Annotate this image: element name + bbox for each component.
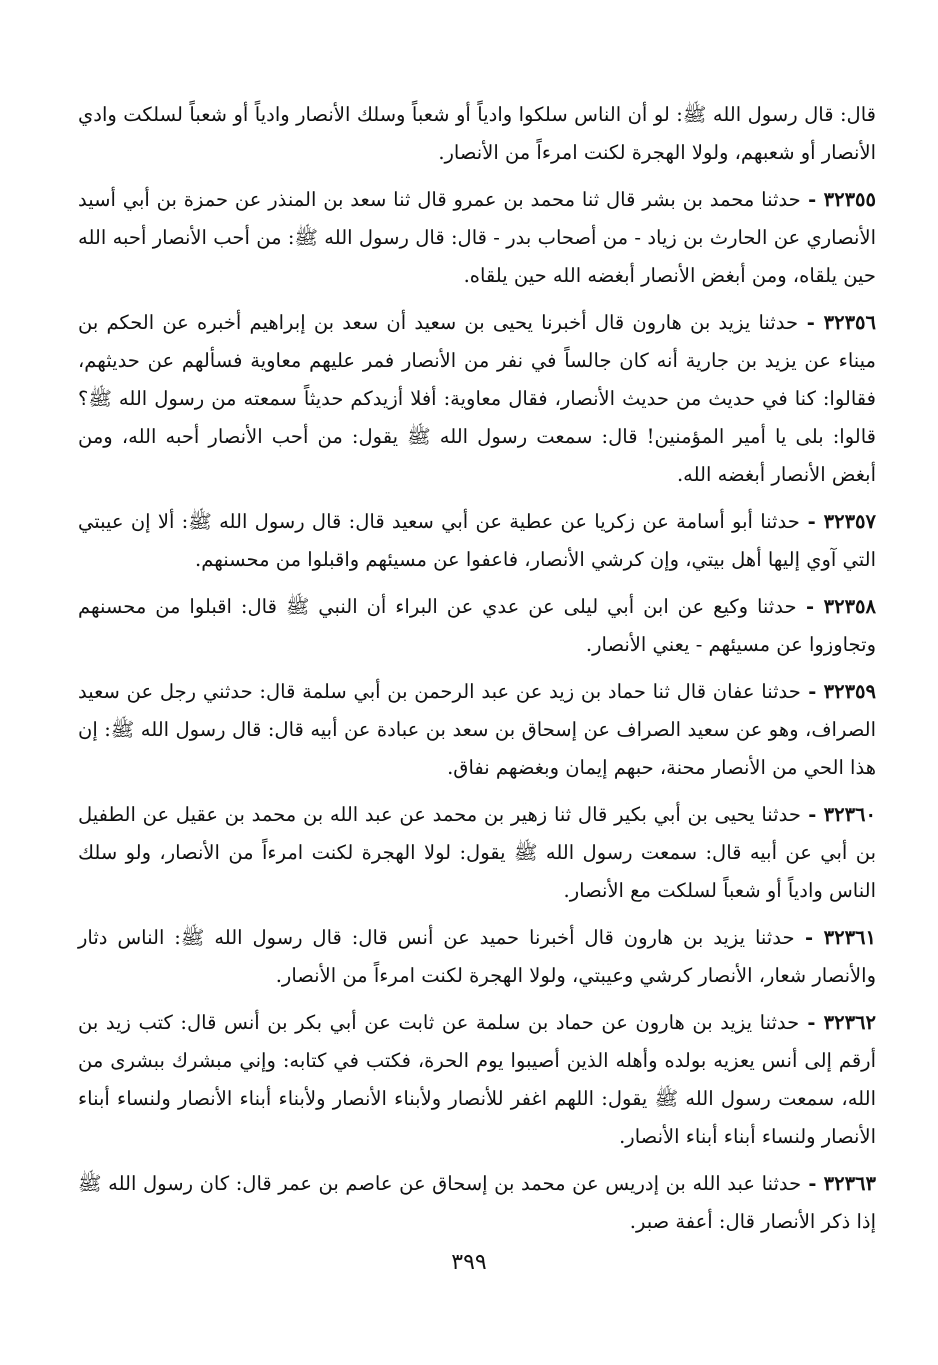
hadith-text: قال: قال رسول الله ﷺ: لو أن الناس سلكوا وادياً أو شعباً وسلك الأنصار وادياً أو شعباً لسلكت وادي الأنصار أو شعبهم، ولولا الهجرة لكنت امرءاً من الأنصار. (78, 103, 876, 164)
hadith-number: ٣٢٣٦٣ - (801, 1172, 877, 1195)
hadith-number: ٣٢٣٥٩ - (800, 680, 877, 703)
hadith-paragraph (78, 1004, 876, 1156)
hadith-text: حدثنا يزيد بن هارون قال أخبرنا يحيى بن سعيد أن سعد بن إبراهيم أخبره عن الحكم بن ميناء عن يزيد بن جارية أنه كان جالساً في نفر من الأنصار فمر عليهم معاوية فسألهم عن حديثهم، فقالوا: كنا في حديث من حديث الأنصار، فقال معاوية: أفلا أزيدكم حديثاً سمعته من رسول الله ﷺ؟ قالوا: بلى يا أمير المؤمنين! قال: سمعت رسول الله ﷺ يقول: من أحب الأنصار أحبه الله، ومن أبغض الأنصار أبغضه الله. (78, 311, 876, 486)
hadith-text: حدثنا أبو أسامة عن زكريا عن عطية عن أبي سعيد قال: قال رسول الله ﷺ: ألا إن عيبتي التي آوي إليها أهل بيتي، وإن كرشي الأنصار، فاعفوا عن مسيئهم واقبلوا من محسنهم. (78, 510, 876, 571)
hadith-paragraph (78, 588, 876, 664)
hadith-number: ٣٢٣٦٠ - (800, 803, 876, 826)
hadith-number: ٣٢٣٥٨ - (796, 595, 877, 618)
hadith-text: حدثنا عفان قال ثنا حماد بن زيد عن عبد الرحمن بن أبي سلمة قال: حدثني رجل عن سعيد الصراف، وهو عن سعيد الصراف عن إسحاق بن سعد بن عبادة عن أبيه قال: قال رسول الله ﷺ: إن هذا الحي من الأنصار محنة، حبهم إيمان وبغضهم نفاق. (78, 680, 876, 779)
page-body (78, 96, 876, 1250)
hadith-text: حدثنا محمد بن بشر قال ثنا محمد بن عمرو قال ثنا سعد بن المنذر عن حمزة بن أبي أسيد الأنصاري عن الحارث بن زياد - من أصحاب بدر - قال: قال رسول الله ﷺ: من أحب الأنصار أحبه الله حين يلقاه، ومن أبغض الأنصار أبغضه الله حين يلقاه. (78, 188, 876, 287)
page-number: ٣٩٩ (451, 1250, 487, 1275)
hadith-paragraph (78, 96, 876, 172)
hadith-paragraph (78, 1165, 876, 1241)
hadith-number: ٣٢٣٦٢ - (799, 1011, 876, 1034)
hadith-text: حدثنا وكيع عن ابن أبي ليلى عن عدي عن البراء أن النبي ﷺ قال: اقبلوا من محسنهم وتجاوزوا عن مسيئهم - يعني الأنصار. (78, 595, 876, 656)
hadith-paragraph (78, 796, 876, 910)
hadith-paragraph (78, 304, 876, 494)
hadith-text: حدثنا يزيد بن هارون قال أخبرنا حميد عن أنس قال: قال رسول الله ﷺ: الناس دثار والأنصار شعار، الأنصار كرشي وعيبتي، ولولا الهجرة لكنت امرءاً من الأنصار. (78, 926, 876, 987)
hadith-paragraph (78, 503, 876, 579)
hadith-text: حدثنا يحيى بن أبي بكير قال ثنا زهير بن محمد عن عبد الله بن محمد بن عقيل عن الطفيل بن أبي عن أبيه قال: سمعت رسول الله ﷺ يقول: لولا الهجرة لكنت امرءاً من الأنصار، ولو سلك الناس وادياً أو شعباً لسلكت مع الأنصار. (78, 803, 876, 902)
hadith-paragraph (78, 919, 876, 995)
hadith-number: ٣٢٣٥٧ - (799, 510, 877, 533)
hadith-text: حدثنا عبد الله بن إدريس عن محمد بن إسحاق عن عاصم بن عمر قال: كان رسول الله ﷺ إذا ذكر الأنصار قال: أعفة صبر. (78, 1172, 876, 1233)
hadith-text: حدثنا يزيد بن هارون عن حماد بن سلمة عن ثابت عن أبي بكر بن أنس قال: كتب زيد بن أرقم إلى أنس يعزيه بولده وأهله الذين أصيبوا يوم الحرة، فكتب في كتابه: وإني مبشرك ببشرى من الله، سمعت رسول الله ﷺ يقول: اللهم اغفر للأنصار ولأبناء الأنصار ولأبناء أبناء الأنصار ولنساء أبناء الأنصار ولنساء أبناء أبناء الأنصار. (78, 1011, 876, 1148)
hadith-number: ٣٢٣٦١ - (794, 926, 876, 949)
hadith-paragraph (78, 673, 876, 787)
hadith-paragraph (78, 181, 876, 295)
hadith-number: ٣٢٣٥٥ - (800, 188, 877, 211)
hadith-number: ٣٢٣٥٦ - (798, 311, 877, 334)
